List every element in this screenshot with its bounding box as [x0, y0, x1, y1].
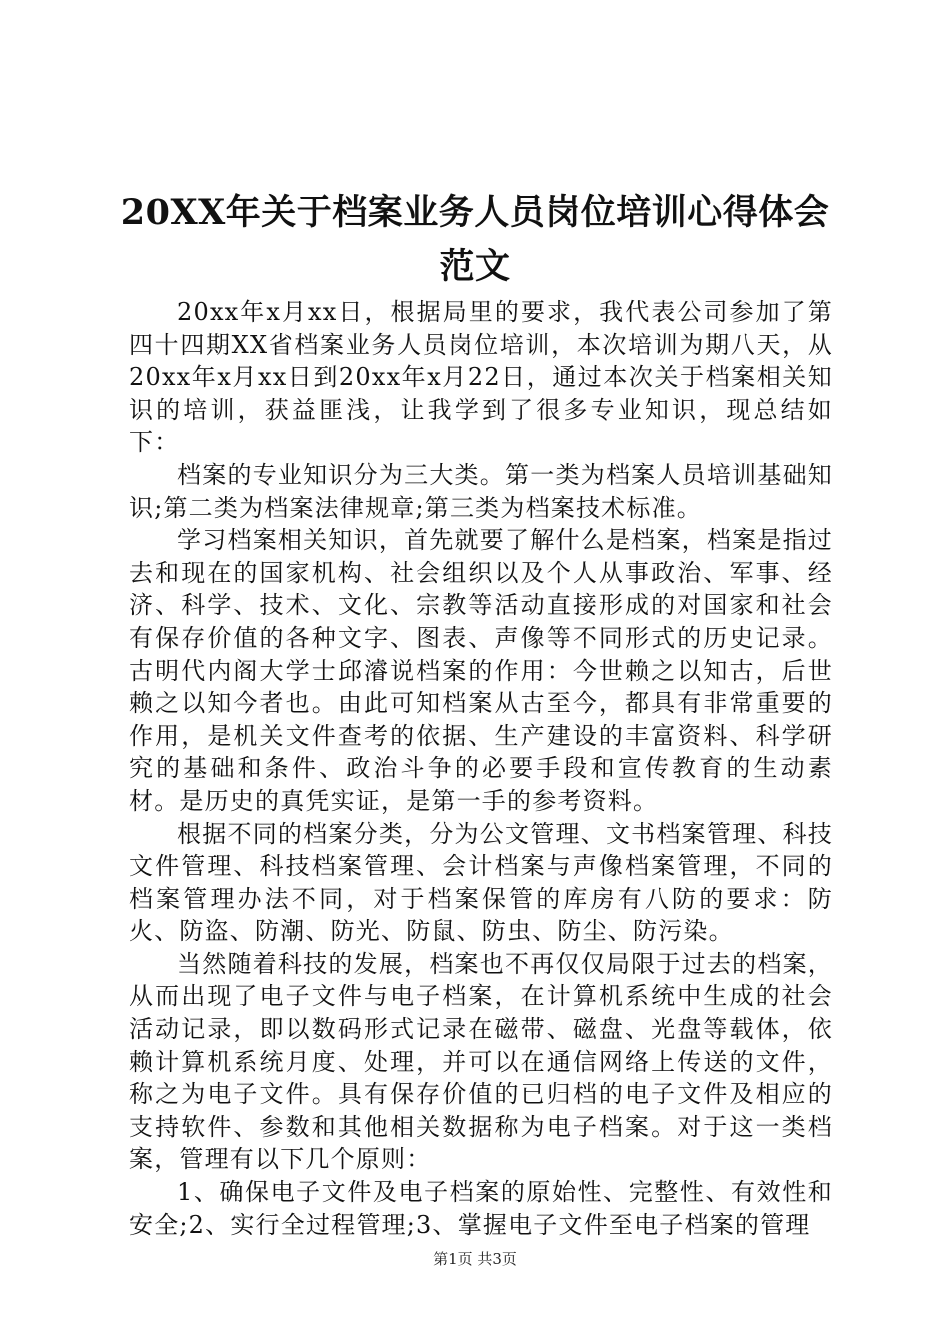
document-title: 20XX年关于档案业务人员岗位培训心得体会范文 — [120, 192, 830, 287]
paragraph: 档案的专业知识分为三大类。第一类为档案人员培训基础知识;第二类为档案法律规章;第三类为档案技术标准。 — [129, 460, 833, 522]
paragraph: 学习档案相关知识，首先就要了解什么是档案，档案是指过去和现在的国家机构、社会组织以及个人从事政治、军事、经济、科学、技术、文化、宗教等活动直接形成的对国家和社会有保存价值的各种文字、图表、声像等不同形式的历史记录。古明代内阁大学士邱濬说档案的作用：今世赖之以知古，后世赖之以知今者也。由此可知档案从古至今，都具有非常重要的作用，是机关文件查考的依据、生产建设的丰富资料、科学研究的基础和条件、政治斗争的必要手段和宣传教育的生动素材。是历史的真凭实证，是第一手的参考资料。 — [129, 526, 833, 815]
paragraph: 20xx年x月xx日，根据局里的要求，我代表公司参加了第四十四期XX省档案业务人员岗位培训，本次培训为期八天，从20xx年x月xx日到20xx年x月22日，通过本次关于档案相关知识的培训，获益匪浅，让我学到了很多专业知识，现总结如下： — [129, 298, 833, 457]
paragraph: 1、确保电子文件及电子档案的原始性、完整性、有效性和安全;2、实行全过程管理;3、掌握电子文件至电子档案的管理 — [129, 1178, 833, 1239]
page-number-footer: 第1页 共3页 — [433, 1250, 517, 1268]
document-body — [129, 296, 833, 1241]
paragraph: 当然随着科技的发展，档案也不再仅仅局限于过去的档案，从而出现了电子文件与电子档案，在计算机系统中生成的社会活动记录，即以数码形式记录在磁带、磁盘、光盘等载体，依赖计算机系统月度、处理，并可以在通信网络上传送的文件，称之为电子文件。具有保存价值的已归档的电子文件及相应的支持软件、参数和其他相关数据称为电子档案。对于这一类档案，管理有以下几个原则： — [129, 949, 833, 1174]
paragraph: 根据不同的档案分类，分为公文管理、文书档案管理、科技文件管理、科技档案管理、会计档案与声像档案管理，不同的档案管理办法不同，对于档案保管的库房有八防的要求：防火、防盗、防潮、防光、防鼠、防虫、防尘、防污染。 — [129, 819, 833, 946]
